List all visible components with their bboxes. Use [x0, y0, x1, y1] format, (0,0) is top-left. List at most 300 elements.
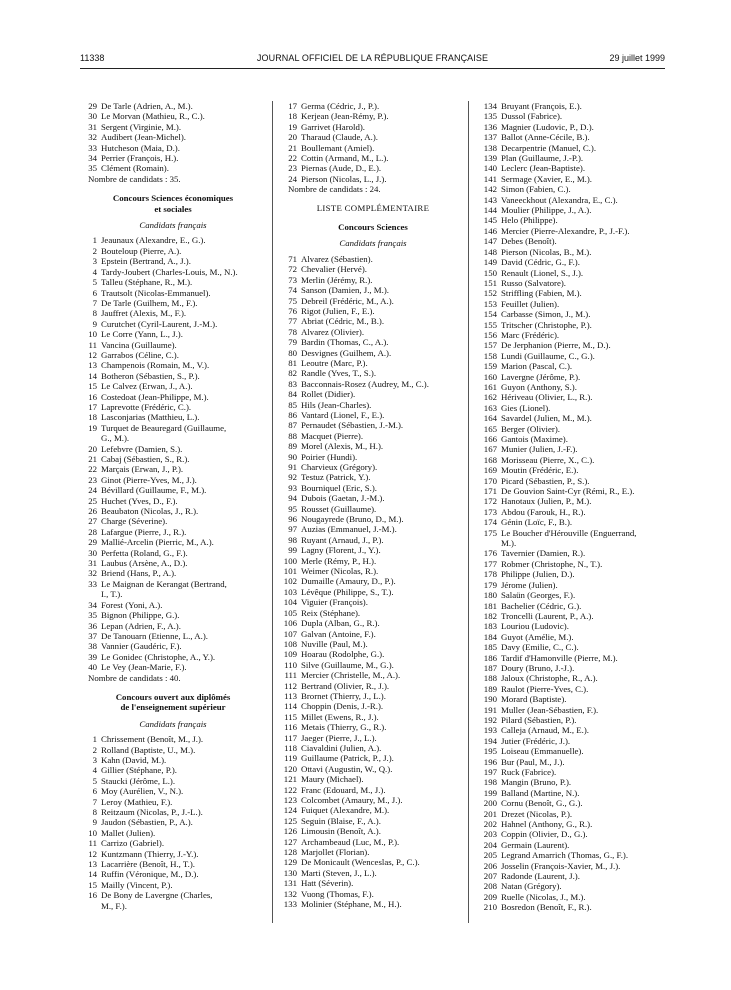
- list-item: [282, 899, 464, 909]
- list-item: [282, 379, 464, 389]
- candidate-name: Randle (Yves, T., S.).: [301, 368, 377, 379]
- rank-number: 16: [88, 391, 97, 402]
- list-item: [82, 880, 264, 890]
- rank-number: 14: [88, 869, 97, 880]
- candidate-name: Doury (Bruno, J.-J.).: [501, 662, 575, 673]
- rank-number: 87: [288, 420, 297, 431]
- rank-number: 7: [92, 297, 97, 308]
- rank-number: 201: [483, 808, 497, 819]
- candidate-name: Ruelle (Nicolas, J., M.).: [501, 891, 586, 902]
- candidate-name: Berger (Olivier).: [501, 423, 560, 434]
- candidate-name: Lagny (Florent, J., Y.).: [301, 545, 381, 556]
- rank-number: 141: [483, 173, 497, 184]
- candidate-name: Gillier (Stéphane, P.).: [101, 765, 177, 776]
- list-item: [82, 807, 264, 817]
- rank-number: 196: [483, 756, 497, 767]
- list-item: [282, 805, 464, 815]
- rank-number: 38: [88, 641, 97, 652]
- list-item: [82, 890, 264, 911]
- list-item: [282, 441, 464, 451]
- rank-number: 180: [483, 590, 497, 601]
- list-item: [82, 506, 264, 516]
- list-item: [476, 507, 666, 517]
- list-item: [82, 381, 264, 391]
- list-item: [282, 566, 464, 576]
- rank-number: 10: [88, 827, 97, 838]
- candidate-name: Rollet (Didier).: [301, 389, 356, 400]
- list-item: [282, 143, 464, 153]
- candidate-name: Simon (Fabien, C.).: [501, 184, 571, 195]
- candidate-name: Ballot (Anne-Cécile, B.).: [501, 132, 590, 143]
- list-item: [282, 101, 464, 111]
- list-item: [282, 733, 464, 743]
- list-item: [82, 838, 264, 848]
- list-item: [476, 601, 666, 611]
- list-item: [476, 101, 666, 111]
- candidate-name: Magnier (Ludovic, P., D.).: [501, 121, 594, 132]
- rank-number: 133: [283, 899, 297, 910]
- rank-number: 35: [88, 163, 97, 174]
- candidate-name: Gantois (Maxime).: [501, 434, 568, 444]
- rank-number: 123: [283, 795, 297, 805]
- list-item: [282, 712, 464, 722]
- rank-number: 177: [483, 558, 497, 569]
- list-item: [476, 548, 666, 558]
- candidate-name: Ottavi (Augustin, W., Q.).: [301, 763, 393, 774]
- candidate-name: Carbasse (Simon, J., M.).: [501, 309, 591, 320]
- candidate-name: Tharaud (Claude, A.).: [301, 132, 378, 143]
- rank-number: 144: [483, 205, 497, 216]
- rank-number: 135: [483, 111, 497, 122]
- candidate-name: Pernaudet (Sébastien, J.-M.).: [301, 420, 404, 431]
- list-item: [282, 327, 464, 337]
- rank-number: 130: [283, 867, 297, 878]
- rank-number: 24: [88, 485, 97, 496]
- candidate-name: Kahn (David, M.).: [101, 754, 167, 765]
- candidate-name: De Monicault (Wenceslas, P., C.).: [301, 857, 420, 868]
- list-item: [82, 745, 264, 755]
- candidate-name: Chrissement (Benoît, M., J.).: [101, 734, 204, 745]
- section-heading: Concours ouvert aux diplômés de l'enseignement supérieur: [115, 691, 231, 713]
- rank-number: 125: [283, 815, 297, 826]
- rank-number: 146: [483, 225, 497, 236]
- column-1: [82, 101, 264, 911]
- list-item: [82, 621, 264, 631]
- rank-number: 98: [288, 534, 297, 545]
- list-item: [282, 785, 464, 795]
- candidate-name: Merlin (Jérémy, R.).: [301, 274, 373, 285]
- rank-number: 11: [88, 838, 97, 849]
- list-item: [82, 652, 264, 662]
- rank-number: 15: [88, 381, 97, 392]
- candidate-name: Alvarez (Olivier).: [301, 326, 365, 337]
- candidate-name: Ciavaldini (Julien, A.).: [301, 742, 382, 753]
- rank-number: 78: [288, 326, 297, 337]
- list-item: [282, 587, 464, 597]
- list-item: [82, 568, 264, 578]
- rank-number: 36: [88, 620, 97, 631]
- rank-number: 105: [283, 607, 297, 618]
- list-item: [82, 786, 264, 796]
- list-item: [82, 797, 264, 807]
- candidate-name: Jaudon (Sébastien, P., A.).: [101, 817, 193, 828]
- candidate-name: Bertrand (Olivier, R., J.).: [301, 680, 390, 691]
- rank-number: 186: [483, 652, 497, 663]
- rank-number: 183: [483, 621, 497, 632]
- rank-number: 7: [92, 796, 97, 807]
- candidate-name: Reitzaum (Nicolas, P., J.-L.).: [101, 807, 203, 817]
- rank-number: 74: [288, 285, 297, 296]
- candidate-name: Josselin (François-Xavier, M., J.).: [501, 860, 621, 871]
- rank-number: 193: [483, 725, 497, 736]
- candidate-name: Archambeaud (Luc, M., P.).: [301, 836, 400, 847]
- list-item: [476, 642, 666, 652]
- list-item: [476, 143, 666, 153]
- candidate-name: Clément (Romain).: [101, 163, 169, 174]
- list-item: [282, 410, 464, 420]
- candidate-name: Desvignes (Guilhem, A.).: [301, 347, 392, 358]
- rank-number: 115: [284, 711, 297, 722]
- list-item: [82, 402, 264, 412]
- list-item: [476, 715, 666, 725]
- list-item: [476, 122, 666, 132]
- candidate-name: Munier (Julien, J.-F.).: [501, 444, 578, 455]
- candidate-name: De Gouvion Saint-Cyr (Rémi, R., E.).: [501, 486, 635, 497]
- candidate-name: Reix (Stéphane).: [301, 607, 361, 618]
- candidate-name: Tardy-Joubert (Charles-Louis, M., N.).: [101, 266, 238, 277]
- rank-number: 3: [92, 754, 97, 765]
- rank-number: 24: [288, 173, 297, 184]
- rank-number: 106: [283, 618, 297, 629]
- list-item: [476, 486, 666, 496]
- list-item: [476, 725, 666, 735]
- rank-number: 121: [283, 774, 297, 785]
- candidate-name: Coppin (Olivier, D., G.).: [501, 829, 588, 840]
- rank-number: 108: [283, 638, 297, 649]
- candidate-name: Loiseau (Emmanuelle).: [501, 746, 584, 757]
- candidate-name: Dussol (Fabrice).: [501, 111, 563, 122]
- list-item: [82, 360, 264, 370]
- candidate-name: Champenois (Romain, M., V.).: [101, 360, 210, 371]
- list-item: [282, 348, 464, 358]
- list-item: [476, 663, 666, 673]
- list-item: [82, 256, 264, 266]
- list-item: [82, 412, 264, 422]
- candidate-count: Nombre de candidats : 24.: [288, 184, 381, 195]
- list-item: [282, 275, 464, 285]
- candidate-name: Ruyant (Arnaud, J., P.).: [301, 534, 384, 545]
- section-heading: Concours Sciences: [338, 222, 408, 233]
- rank-number: 92: [288, 472, 297, 483]
- list-item: [282, 722, 464, 732]
- rank-number: 13: [88, 859, 97, 870]
- rank-number: 203: [483, 829, 497, 840]
- candidate-name: Mallet (Julien).: [101, 827, 156, 838]
- rank-number: 28: [88, 526, 97, 537]
- list-item: [282, 368, 464, 378]
- candidate-name: Millet (Ewens, R., J.).: [301, 711, 379, 722]
- candidate-name: Choppin (Denis, J.-R.).: [301, 701, 384, 712]
- list-item: [82, 475, 264, 485]
- list-item: [282, 681, 464, 691]
- rank-number: 165: [483, 423, 497, 434]
- list-item: [476, 434, 666, 444]
- rank-number: 167: [483, 444, 497, 455]
- candidate-name: Poirier (Hundi).: [301, 451, 358, 462]
- rank-number: 157: [483, 340, 497, 351]
- rank-number: 17: [88, 401, 97, 412]
- rank-number: 122: [283, 784, 297, 795]
- candidate-name: Perrier (François, H.).: [101, 153, 179, 164]
- candidate-name: Seguin (Blaise, F., A.).: [301, 815, 381, 826]
- rank-number: 39: [88, 651, 97, 662]
- candidate-name: Rolland (Baptiste, U., M.).: [101, 744, 196, 755]
- rank-number: 84: [288, 389, 297, 400]
- candidate-name: Lundi (Guillaume, C., G.).: [501, 350, 595, 361]
- rank-number: 171: [483, 486, 497, 497]
- list-item: [282, 691, 464, 701]
- list-item: [476, 590, 666, 600]
- header-rule: [80, 68, 665, 69]
- list-item: [476, 455, 666, 465]
- list-item: [476, 330, 666, 340]
- list-item: [282, 660, 464, 670]
- rank-number: 27: [88, 516, 97, 527]
- candidate-name: Le Calvez (Erwan, J., A.).: [101, 381, 193, 392]
- list-item: [82, 859, 264, 869]
- rank-number: 33: [88, 142, 97, 153]
- candidate-name: Hanotaux (Julien, P., M.).: [501, 496, 592, 507]
- list-item: [82, 340, 264, 350]
- candidate-name: Cornu (Benoît, G., G.).: [501, 798, 583, 809]
- list-item: [476, 788, 666, 798]
- candidate-name: Carrizo (Gabriel).: [101, 838, 165, 849]
- list-item: [476, 829, 666, 839]
- rank-number: 5: [92, 277, 97, 288]
- candidate-name: Vaneeckhout (Alexandra, E., C.).: [501, 194, 618, 205]
- list-item: [282, 306, 464, 316]
- candidate-name: Feuillet (Julien).: [501, 298, 560, 309]
- list-item: [282, 483, 464, 493]
- list-item: [476, 892, 666, 902]
- candidate-name: Decarpentrie (Manuel, C.).: [501, 142, 597, 153]
- list-item: [282, 535, 464, 545]
- list-item: [82, 423, 264, 444]
- list-item: [282, 847, 464, 857]
- candidate-name: Guyot (Amélie, M.).: [501, 631, 574, 642]
- list-item: [82, 579, 264, 600]
- candidate-name: Beaubaton (Nicolas, J., R.).: [101, 506, 199, 517]
- rank-number: 143: [483, 194, 497, 205]
- list-item: [82, 143, 264, 153]
- candidate-name: Jauffret (Alexis, M., F.).: [101, 308, 187, 319]
- candidate-name: Dumaille (Amaury, D., P.).: [301, 576, 396, 587]
- candidate-name: Tritscher (Christophe, P.).: [501, 319, 592, 330]
- rank-number: 129: [283, 857, 297, 868]
- candidate-name: Leoutre (Marc, P.).: [301, 357, 368, 368]
- rank-number: 107: [283, 628, 297, 639]
- list-item: [476, 798, 666, 808]
- candidate-name: Génin (Loïc, F., B.).: [501, 517, 573, 528]
- candidate-name: Bosredon (Benoît, F., R.).: [501, 902, 592, 913]
- list-item: [82, 828, 264, 838]
- list-item: [282, 857, 464, 867]
- list-item: [282, 837, 464, 847]
- list-item: [476, 247, 666, 257]
- candidate-name: Pierson (Nicolas, L., J.).: [301, 173, 387, 184]
- list-item: [82, 600, 264, 610]
- section-subheading: Candidats français: [139, 220, 207, 231]
- candidate-name: De Tarle (Guilhem, M., F.).: [101, 297, 198, 308]
- list-item: [476, 320, 666, 330]
- rank-number: 19: [288, 121, 297, 132]
- list-item: [282, 629, 464, 639]
- candidate-name: Ruck (Fabrice).: [501, 767, 557, 777]
- rank-number: 20: [288, 132, 297, 143]
- candidate-name: Hutcheson (Maia, D.).: [101, 142, 180, 153]
- list-item: [476, 111, 666, 121]
- rank-number: 31: [88, 558, 97, 569]
- candidate-name: Moutin (Frédéric, E.).: [501, 465, 579, 476]
- rank-number: 159: [483, 361, 497, 372]
- candidate-name: Hériveau (Olivier, L., R.).: [501, 392, 593, 403]
- candidate-name: Garrivet (Harold).: [301, 121, 365, 132]
- column-divider-2: [468, 101, 469, 923]
- list-item: [476, 361, 666, 371]
- rank-number: 137: [483, 132, 497, 143]
- candidate-count: Nombre de candidats : 35.: [88, 173, 181, 184]
- list-item: [282, 316, 464, 326]
- rank-number: 21: [288, 142, 297, 153]
- rank-number: 71: [288, 253, 297, 264]
- candidate-name: Natan (Grégory).: [501, 881, 562, 892]
- rank-number: 160: [483, 371, 497, 382]
- rank-number: 26: [88, 506, 97, 517]
- list-item: [476, 673, 666, 683]
- rank-number: 77: [288, 316, 297, 327]
- candidate-name: Charge (Séverine).: [101, 516, 168, 527]
- rank-number: 8: [92, 308, 97, 319]
- rank-number: 191: [483, 704, 497, 715]
- rank-number: 136: [483, 121, 497, 132]
- list-item: [476, 777, 666, 787]
- candidate-name: Bouteloup (Pierre, A.).: [101, 245, 182, 256]
- rank-number: 168: [483, 454, 497, 465]
- section-subheading: Candidats français: [339, 238, 407, 249]
- rank-number: 29: [88, 537, 97, 548]
- candidate-name: Renault (Lionel, S., J.).: [501, 267, 584, 278]
- list-item: [476, 278, 666, 288]
- list-item: [282, 764, 464, 774]
- list-item: [476, 705, 666, 715]
- candidate-name: Marjollet (Florian).: [301, 847, 370, 858]
- candidate-name: Laprevotte (Frédéric, C.).: [101, 401, 192, 412]
- list-item: [82, 277, 264, 287]
- list-item: [476, 809, 666, 819]
- rank-number: 25: [88, 495, 97, 506]
- candidate-name: Maury (Michael).: [301, 774, 364, 785]
- list-item: [476, 611, 666, 621]
- candidate-name: Testuz (Patrick, Y.).: [301, 472, 371, 483]
- candidate-name: Hoarau (Rodolphe, G.).: [301, 649, 385, 660]
- candidate-name: Guyon (Anthony, S.).: [501, 381, 577, 392]
- candidate-name: Bignon (Philippe, G.).: [101, 610, 180, 621]
- candidate-name: Bur (Paul, M., J.).: [501, 756, 565, 767]
- list-item: [82, 527, 264, 537]
- candidate-name: Perfetta (Roland, G., F.).: [101, 547, 188, 558]
- rank-number: 120: [283, 763, 297, 774]
- rank-number: 154: [483, 309, 497, 320]
- list-item: [476, 382, 666, 392]
- candidate-name: Lafargue (Pierre, J., R.).: [101, 526, 187, 537]
- candidate-name: Le Maignan de Kerangat (Bertrand, I., T.).: [101, 578, 227, 600]
- rank-number: 85: [288, 399, 297, 410]
- candidate-name: Legrand Amarrich (Thomas, G., F.).: [501, 850, 629, 861]
- rank-number: 117: [284, 732, 297, 743]
- list-item: [476, 632, 666, 642]
- rank-number: 205: [483, 850, 497, 861]
- rank-number: 169: [483, 465, 497, 476]
- rank-number: 200: [483, 798, 497, 809]
- rank-number: 127: [283, 836, 297, 847]
- rank-number: 131: [283, 878, 297, 889]
- list-item: [282, 462, 464, 472]
- rank-number: 166: [483, 434, 497, 444]
- candidate-name: Jutier (Frédéric, J.).: [501, 735, 571, 746]
- rank-number: 12: [88, 349, 97, 360]
- rank-number: 110: [284, 659, 297, 670]
- candidate-name: Costedoat (Jean-Philippe, M.).: [101, 391, 209, 402]
- list-item: [82, 817, 264, 827]
- rank-number: 17: [288, 101, 297, 111]
- rank-number: 118: [284, 742, 297, 753]
- rank-number: 2: [92, 744, 97, 755]
- rank-number: 10: [88, 329, 97, 340]
- candidate-name: Marc (Frédéric).: [501, 329, 560, 340]
- candidate-name: Cabaj (Sébastien, S., R.).: [101, 454, 190, 464]
- list-item: [82, 537, 264, 547]
- list-item: [82, 516, 264, 526]
- column-3: [476, 101, 666, 913]
- candidate-name: Colcombet (Amaury, M., J.).: [301, 795, 403, 805]
- candidate-name: Hatt (Séverin).: [301, 878, 354, 889]
- list-item: [282, 753, 464, 763]
- candidate-name: Metais (Thierry, G., R.).: [301, 722, 387, 733]
- rank-number: 75: [288, 295, 297, 306]
- list-item: [82, 371, 264, 381]
- candidate-name: Ginot (Pierre-Yves, M., J.).: [101, 474, 197, 485]
- rank-number: 30: [88, 111, 97, 122]
- list-item: [282, 743, 464, 753]
- list-item: [82, 776, 264, 786]
- rank-number: 9: [92, 817, 97, 828]
- candidate-name: Rigot (Julien, F., E.).: [301, 305, 375, 316]
- rank-number: 149: [483, 257, 497, 268]
- section-subheading: Candidats français: [139, 718, 207, 729]
- candidate-name: De Jerphanion (Pierre, M., D.).: [501, 340, 611, 351]
- list-item: [282, 431, 464, 441]
- list-item: [82, 558, 264, 568]
- list-item: [476, 351, 666, 361]
- list-heading: LISTE COMPLÉMENTAIRE: [316, 202, 430, 213]
- rank-number: 32: [88, 568, 97, 579]
- list-item: [476, 881, 666, 891]
- candidate-name: Marti (Steven, J., L.).: [301, 867, 377, 878]
- journal-title: JOURNAL OFFICIEL DE LA RÉPUBLIQUE FRANÇAISE: [256, 53, 489, 63]
- candidate-name: Striffling (Fabien, M.).: [501, 288, 582, 299]
- candidate-name: Vuong (Thomas, F.).: [301, 888, 374, 899]
- candidate-name: Lasconjarias (Matthieu, L.).: [101, 412, 200, 423]
